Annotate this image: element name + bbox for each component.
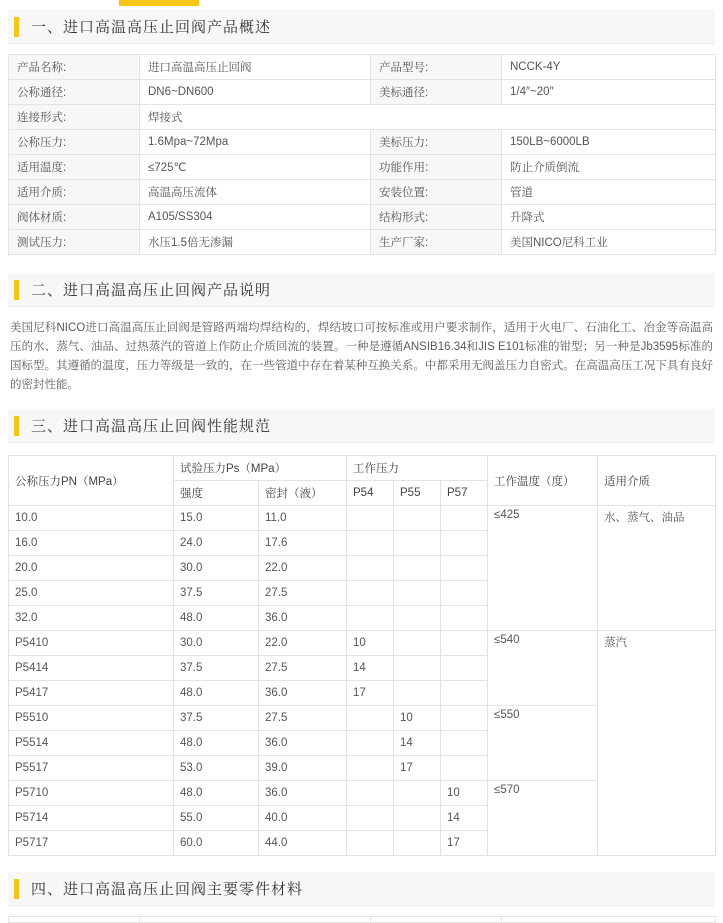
overview-label: 生产厂家: (371, 230, 502, 255)
section-3-heading (0, 409, 723, 443)
overview-label: 产品型号: (371, 55, 502, 80)
cell-medium: 蒸汽 (598, 631, 716, 856)
section-4-title: 四、进口高温高压止回阀主要零件材料 (31, 881, 304, 898)
cell-p57 (441, 606, 488, 631)
cell-p54: 17 (347, 681, 394, 706)
cell-seal: 22.0 (259, 631, 347, 656)
overview-label: 连接形式: (9, 105, 140, 130)
col-subheader-strength: 强度 (174, 481, 259, 506)
overview-label: 安装位置: (371, 180, 502, 205)
cell-strength: 30.0 (174, 556, 259, 581)
table-row (9, 506, 716, 531)
spacer (0, 255, 723, 273)
cell-strength: 48.0 (174, 681, 259, 706)
col-subheader-p57: P57 (441, 481, 488, 506)
section-1-heading (0, 6, 723, 44)
section-4-heading (0, 872, 723, 906)
spacer (0, 856, 723, 872)
overview-value: 管道 (502, 180, 716, 205)
overview-table (8, 54, 716, 255)
cell-p55 (394, 806, 441, 831)
cell-p54 (347, 731, 394, 756)
accent-bar-icon (14, 416, 19, 436)
cell-p54: 10 (347, 631, 394, 656)
cell-seal: 27.5 (259, 581, 347, 606)
overview-label: 适用介质: (9, 180, 140, 205)
cell-p54: 14 (347, 656, 394, 681)
cell-p55 (394, 681, 441, 706)
cell-strength: 30.0 (174, 631, 259, 656)
cell-p57: 17 (441, 831, 488, 856)
col-subheader-p55: P55 (394, 481, 441, 506)
cell-pn: 20.0 (9, 556, 174, 581)
cell-p57 (441, 506, 488, 531)
cell-p54 (347, 831, 394, 856)
cell-p57 (441, 631, 488, 656)
cell-p57 (441, 731, 488, 756)
table-row (9, 55, 716, 80)
cell-empty (140, 917, 371, 923)
overview-value: DN6~DN600 (140, 80, 371, 105)
cell-seal: 39.0 (259, 756, 347, 781)
accent-bar-icon (14, 17, 19, 37)
overview-label: 结构形式: (371, 205, 502, 230)
cell-temp: ≤550 (488, 706, 598, 781)
cell-temp: ≤540 (488, 631, 598, 706)
col-header-work-pressure: 工作压力 (347, 456, 488, 481)
cell-p57: 14 (441, 806, 488, 831)
cell-strength: 60.0 (174, 831, 259, 856)
cell-p57 (441, 706, 488, 731)
cell-empty (9, 917, 140, 923)
cell-strength: 15.0 (174, 506, 259, 531)
overview-label: 产品名称: (9, 55, 140, 80)
cell-temp: ≤425 (488, 506, 598, 631)
cell-seal: 36.0 (259, 781, 347, 806)
cell-seal: 36.0 (259, 606, 347, 631)
cell-strength: 48.0 (174, 731, 259, 756)
cell-seal: 36.0 (259, 731, 347, 756)
cell-seal: 22.0 (259, 556, 347, 581)
overview-value: 水压1.5倍无渗漏 (140, 230, 371, 255)
cell-p54 (347, 756, 394, 781)
cell-p57: 10 (441, 781, 488, 806)
cell-seal: 17.6 (259, 531, 347, 556)
overview-value: 高温高压流体 (140, 180, 371, 205)
product-description: 美国尼科NICO进口高温高压止回阀是管路两端均焊结构的，焊结坡口可按标准或用户要求制作，适用于火电厂、石油化工、冶金等高温高压的水、蒸气、油品、过热蒸汽的管道上作防止介质回流的装置。一种是遵循ANSIB16.34和JIS E101标准的钳型；另一种是Jb3595标准的国标型。其遵循的温度，压力等级是一致的，在一些管道中存在着某种互换关系。中都采用无阀盖压力自密式。在高温高压工况下具有良好的密封性能。 (10, 322, 713, 391)
overview-label: 公称通径: (9, 80, 140, 105)
cell-pn: P5710 (9, 781, 174, 806)
cell-p54 (347, 581, 394, 606)
cell-pn: 32.0 (9, 606, 174, 631)
cell-p57 (441, 681, 488, 706)
col-header-ps: 试验压力Ps（MPa） (174, 456, 347, 481)
overview-label: 阀体材质: (9, 205, 140, 230)
table-row (9, 180, 716, 205)
cell-pn: P5714 (9, 806, 174, 831)
cell-seal: 27.5 (259, 656, 347, 681)
top-tab-bar (0, 0, 723, 6)
cell-seal: 44.0 (259, 831, 347, 856)
cell-p55: 17 (394, 756, 441, 781)
col-subheader-p54: P54 (347, 481, 394, 506)
overview-value: 升降式 (502, 205, 716, 230)
overview-label: 功能作用: (371, 155, 502, 180)
table-row (9, 230, 716, 255)
overview-value: 焊接式 (140, 105, 716, 130)
cell-p55 (394, 631, 441, 656)
col-header-work-temp: 工作温度（度） (488, 456, 598, 506)
cell-temp: ≤570 (488, 781, 598, 856)
section-3-title: 三、进口高温高压止回阀性能规范 (31, 418, 272, 435)
cell-p54 (347, 531, 394, 556)
cell-seal: 40.0 (259, 806, 347, 831)
cell-p57 (441, 556, 488, 581)
cell-p54 (347, 556, 394, 581)
table-row (9, 105, 716, 130)
overview-value: 150LB~6000LB (502, 130, 716, 155)
cell-p55 (394, 831, 441, 856)
table-row (9, 155, 716, 180)
accent-bar-icon (14, 879, 19, 899)
cell-p57 (441, 581, 488, 606)
cell-pn: 25.0 (9, 581, 174, 606)
cell-p55: 10 (394, 706, 441, 731)
cell-p54 (347, 806, 394, 831)
cell-pn: 16.0 (9, 531, 174, 556)
cell-p54 (347, 781, 394, 806)
cell-strength: 37.5 (174, 656, 259, 681)
col-header-medium: 适用介质 (598, 456, 716, 506)
table-row (9, 205, 716, 230)
overview-label: 公称压力: (9, 130, 140, 155)
table-row (9, 80, 716, 105)
overview-value: A105/SS304 (140, 205, 371, 230)
cell-pn: 10.0 (9, 506, 174, 531)
cell-p55 (394, 556, 441, 581)
cell-pn: P5510 (9, 706, 174, 731)
cell-p54 (347, 606, 394, 631)
overview-value: NCCK-4Y (502, 55, 716, 80)
table-row (9, 917, 716, 923)
section-2-heading (0, 273, 723, 307)
overview-label: 美标压力: (371, 130, 502, 155)
cell-p55 (394, 606, 441, 631)
cell-p55 (394, 506, 441, 531)
cell-empty (502, 917, 716, 923)
cell-p54 (347, 506, 394, 531)
spacer (0, 395, 723, 409)
cell-p55 (394, 581, 441, 606)
cell-strength: 37.5 (174, 706, 259, 731)
cell-p57 (441, 756, 488, 781)
overview-value: 进口高温高压止回阀 (140, 55, 371, 80)
cell-strength: 24.0 (174, 531, 259, 556)
cell-medium: 水、蒸气、油品 (598, 506, 716, 631)
overview-value: 1.6Mpa~72Mpa (140, 130, 371, 155)
overview-label: 适用温度: (9, 155, 140, 180)
cell-pn: P5410 (9, 631, 174, 656)
section-1-title: 一、进口高温高压止回阀产品概述 (31, 19, 272, 36)
cell-seal: 36.0 (259, 681, 347, 706)
table-row (9, 130, 716, 155)
cell-p55 (394, 781, 441, 806)
section-2-title: 二、进口高温高压止回阀产品说明 (31, 282, 272, 299)
overview-value: 防止介质倒流 (502, 155, 716, 180)
cell-empty (371, 917, 502, 923)
cell-pn: P5417 (9, 681, 174, 706)
cell-p57 (441, 656, 488, 681)
cell-p57 (441, 531, 488, 556)
cell-p54 (347, 706, 394, 731)
cell-p55 (394, 656, 441, 681)
accent-bar-icon (14, 280, 19, 300)
cell-seal: 11.0 (259, 506, 347, 531)
table-header-row (9, 456, 716, 481)
cell-strength: 48.0 (174, 606, 259, 631)
cell-strength: 48.0 (174, 781, 259, 806)
overview-label: 测试压力: (9, 230, 140, 255)
overview-value: ≤725℃ (140, 155, 371, 180)
cell-pn: P5414 (9, 656, 174, 681)
cell-pn: P5517 (9, 756, 174, 781)
cell-pn: P5717 (9, 831, 174, 856)
performance-spec-table (8, 455, 716, 856)
cell-strength: 55.0 (174, 806, 259, 831)
overview-value: 1/4″~20″ (502, 80, 716, 105)
overview-label: 美标通径: (371, 80, 502, 105)
cell-strength: 53.0 (174, 756, 259, 781)
active-tab-indicator (119, 0, 199, 6)
cell-p55 (394, 531, 441, 556)
cell-strength: 37.5 (174, 581, 259, 606)
parts-material-table-partial (8, 916, 716, 923)
cell-p55: 14 (394, 731, 441, 756)
col-header-pn: 公称压力PN（MPa） (9, 456, 174, 506)
cell-pn: P5514 (9, 731, 174, 756)
table-row (9, 631, 716, 656)
col-subheader-seal: 密封（液） (259, 481, 347, 506)
overview-value: 美国NICO尼科工业 (502, 230, 716, 255)
cell-seal: 27.5 (259, 706, 347, 731)
